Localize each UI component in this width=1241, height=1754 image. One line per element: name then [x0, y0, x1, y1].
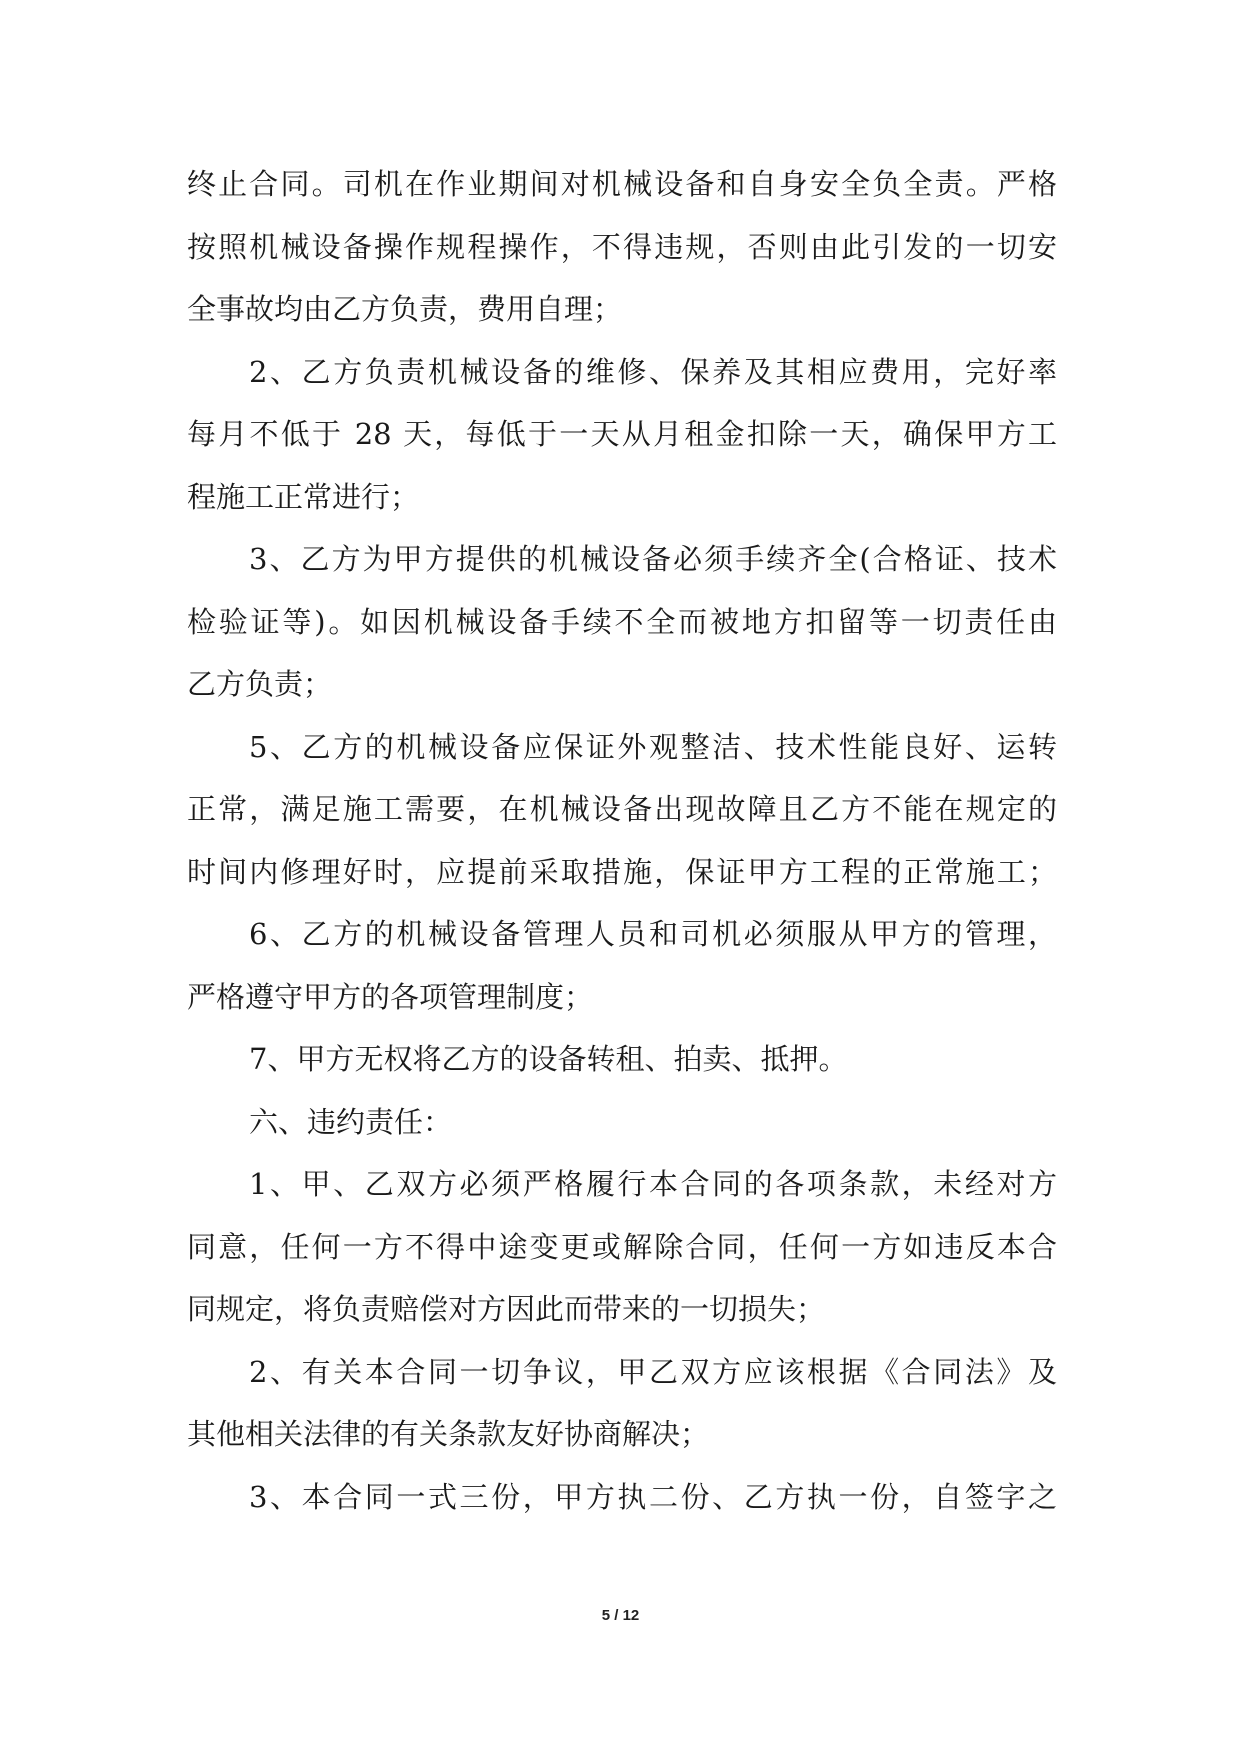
text-line: 1、甲、乙双方必须严格履行本合同的各项条款，未经对方	[249, 1167, 1057, 1201]
contract-body-text	[187, 153, 1057, 1528]
text-line: 程施工正常进行；	[187, 479, 420, 514]
text-line: 6、乙方的机械设备管理人员和司机必须服从甲方的管理，	[249, 917, 1057, 951]
text-line: 3、本合同一式三份，甲方执二份、乙方执一份，自签字之	[249, 1479, 1057, 1514]
text-line: 正常，满足施工需要，在机械设备出现故障且乙方不能在规定的	[187, 792, 1057, 826]
page-number: 5 / 12	[601, 1607, 640, 1624]
text-line: 按照机械设备操作规程操作，不得违规，否则由此引发的一切安	[187, 229, 1057, 264]
text-line: 2、有关本合同一切争议，甲乙双方应该根据《合同法》及	[249, 1354, 1057, 1389]
text-line: 严格遵守甲方的各项管理制度；	[187, 979, 594, 1014]
text-line: 5、乙方的机械设备应保证外观整洁、技术性能良好、运转	[249, 729, 1057, 764]
text-line: 同意，任何一方不得中途变更或解除合同，任何一方如违反本合	[187, 1229, 1057, 1264]
text-line: 时间内修理好时，应提前采取措施，保证甲方工程的正常施工；	[187, 854, 1057, 889]
text-line: 六、违约责任：	[249, 1104, 453, 1139]
text-line: 终止合同。司机在作业期间对机械设备和自身安全负全责。严格	[187, 167, 1057, 201]
text-line: 全事故均由乙方负责，费用自理；	[187, 292, 623, 326]
text-line: 同规定，将负责赔偿对方因此而带来的一切损失；	[187, 1292, 826, 1326]
text-line: 7、甲方无权将乙方的设备转租、拍卖、抵押。	[249, 1042, 848, 1076]
text-line: 其他相关法律的有关条款友好协商解决；	[187, 1417, 710, 1451]
text-line: 2、乙方负责机械设备的维修、保养及其相应费用，完好率	[249, 354, 1057, 389]
text-line: 检验证等)。如因机械设备手续不全而被地方扣留等一切责任由	[187, 604, 1057, 639]
text-line: 乙方负责；	[187, 667, 333, 701]
text-line: 每月不低于 28 天，每低于一天从月租金扣除一天，确保甲方工	[187, 417, 1057, 451]
text-line: 3、乙方为甲方提供的机械设备必须手续齐全(合格证、技术	[249, 542, 1057, 576]
